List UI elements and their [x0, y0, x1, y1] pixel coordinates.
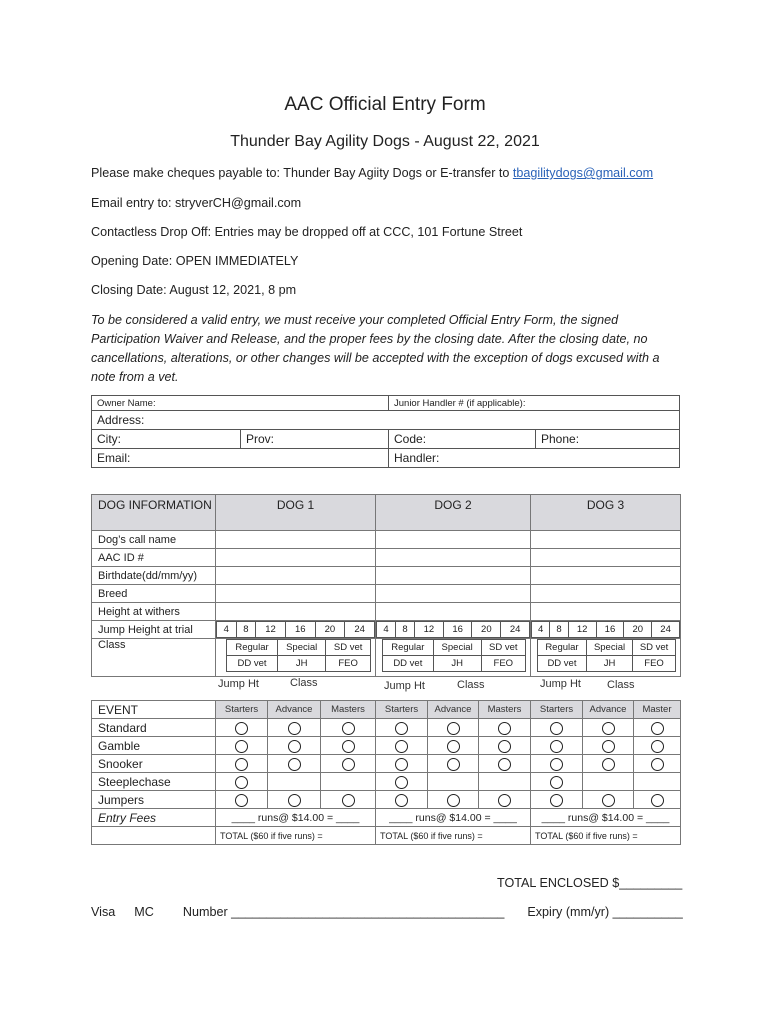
dog3-breed[interactable] [531, 585, 681, 603]
dog3-class [531, 639, 681, 677]
jump-height-option[interactable]: 12 [256, 622, 286, 638]
jump-height-option[interactable]: 20 [472, 622, 501, 638]
dog2-height[interactable] [376, 603, 531, 621]
radio-circle-icon[interactable] [550, 740, 563, 753]
row-label: AAC ID # [92, 549, 216, 567]
level-header: Advance [428, 701, 479, 719]
class-option[interactable]: JH [586, 656, 632, 672]
expiry-field[interactable]: Expiry (mm/yr) __________ [527, 905, 683, 919]
radio-circle-icon[interactable] [651, 722, 664, 735]
class-option[interactable]: JH [433, 656, 481, 672]
jump-height-option[interactable]: 8 [396, 622, 415, 638]
dog1-jump-ht-label: Jump Ht [218, 678, 259, 690]
class-option[interactable]: FEO [326, 656, 371, 672]
class-option[interactable]: Special [433, 640, 481, 656]
level-header: Master [634, 701, 681, 719]
radio-circle-icon[interactable] [395, 794, 408, 807]
card-number-field[interactable]: Number _______________________________________ [182, 905, 505, 919]
event-name: Jumpers [92, 791, 216, 809]
handler-field[interactable]: Handler: [389, 449, 680, 468]
radio-circle-icon[interactable] [498, 740, 511, 753]
cheques-text: Please make cheques payable to: Thunder Bay Agiity Dogs or E-transfer to [91, 166, 513, 180]
radio-circle-icon[interactable] [235, 794, 248, 807]
radio-circle-icon[interactable] [342, 722, 355, 735]
jump-height-option[interactable]: 16 [596, 622, 624, 638]
class-option[interactable]: SD vet [481, 640, 525, 656]
dog2-jump-heights [376, 621, 531, 639]
class-option[interactable]: SD vet [633, 640, 676, 656]
event-name: Standard [92, 719, 216, 737]
radio-circle-icon[interactable] [498, 722, 511, 735]
event-header: EVENT [92, 701, 216, 719]
radio-circle-icon[interactable] [235, 758, 248, 771]
dog2-fee-calc[interactable]: ____ runs@ $14.00 = ____ [376, 809, 531, 827]
dog3-aac-id[interactable] [531, 549, 681, 567]
dog1-header: DOG 1 [216, 495, 376, 531]
radio-circle-icon[interactable] [651, 758, 664, 771]
address-field[interactable]: Address: [92, 411, 680, 430]
dog1-fee-calc[interactable]: ____ runs@ $14.00 = ____ [216, 809, 376, 827]
dog3-height[interactable] [531, 603, 681, 621]
class-option[interactable]: Special [586, 640, 632, 656]
dog2-total[interactable]: TOTAL ($60 if five runs) = [376, 827, 531, 845]
dog1-call-name[interactable] [216, 531, 376, 549]
jump-height-option[interactable]: 16 [443, 622, 472, 638]
radio-circle-icon[interactable] [395, 758, 408, 771]
dog1-birthdate[interactable] [216, 567, 376, 585]
radio-circle-icon[interactable] [235, 722, 248, 735]
radio-circle-icon[interactable] [447, 758, 460, 771]
dog3-header: DOG 3 [531, 495, 681, 531]
empty-cell [92, 827, 216, 845]
class-option[interactable]: SD vet [326, 640, 371, 656]
level-header: Starters [531, 701, 583, 719]
event-name: Gamble [92, 737, 216, 755]
radio-circle-icon[interactable] [235, 776, 248, 789]
dog-info-table [91, 494, 681, 677]
dog3-class-label: Class [607, 679, 635, 691]
jump-height-option[interactable]: 24 [652, 622, 680, 638]
total-enclosed[interactable]: TOTAL ENCLOSED $_________ [497, 876, 683, 890]
jump-height-option[interactable]: 8 [550, 622, 568, 638]
validity-notice: To be considered a valid entry, we must receive your completed Official Entry Form, the signed Participation Waiver and Release, and the proper fees by the closing date. After the closing date, no cancellations, alterations, or other changes will be accepted with the exception of dogs excused with a note from a vet. [91, 313, 660, 384]
owner-info-table [91, 395, 680, 468]
dog-info-header: DOG INFORMATION [92, 495, 216, 531]
dog1-class [216, 639, 376, 677]
radio-circle-icon[interactable] [602, 758, 615, 771]
page-title: AAC Official Entry Form [284, 94, 486, 115]
class-option[interactable]: FEO [481, 656, 525, 672]
row-label: Class [92, 639, 216, 677]
dog3-birthdate[interactable] [531, 567, 681, 585]
radio-circle-icon[interactable] [447, 722, 460, 735]
phone-field[interactable]: Phone: [536, 430, 680, 449]
dog2-class [376, 639, 531, 677]
jump-height-option[interactable]: 12 [568, 622, 596, 638]
dog2-class-label: Class [457, 679, 485, 691]
payment-line [91, 905, 683, 919]
row-label: Birthdate(dd/mm/yy) [92, 567, 216, 585]
jump-height-option[interactable]: 20 [624, 622, 652, 638]
dog1-class-label: Class [290, 677, 318, 689]
radio-circle-icon[interactable] [550, 776, 563, 789]
closing-date-line: Closing Date: August 12, 2021, 8 pm [91, 283, 297, 297]
radio-circle-icon[interactable] [342, 794, 355, 807]
level-header: Advance [583, 701, 634, 719]
jump-height-option[interactable]: 4 [532, 622, 550, 638]
dog2-jump-ht-label: Jump Ht [384, 680, 425, 692]
dog2-aac-id[interactable] [376, 549, 531, 567]
class-option[interactable]: DD vet [227, 656, 278, 672]
class-option[interactable]: Regular [383, 640, 434, 656]
dog3-jump-ht-label: Jump Ht [540, 678, 581, 690]
dog2-call-name[interactable] [376, 531, 531, 549]
radio-circle-icon[interactable] [498, 794, 511, 807]
dog1-aac-id[interactable] [216, 549, 376, 567]
cheques-line [91, 166, 653, 180]
email-entry-line: Email entry to: stryverCH@gmail.com [91, 196, 302, 210]
page-subtitle: Thunder Bay Agility Dogs - August 22, 2021 [230, 133, 540, 150]
event-name: Steeplechase [92, 773, 216, 791]
radio-circle-icon[interactable] [550, 794, 563, 807]
owner-name-field[interactable]: Owner Name: [92, 396, 389, 411]
dog3-call-name[interactable] [531, 531, 681, 549]
class-option[interactable]: FEO [633, 656, 676, 672]
jump-height-option[interactable]: 12 [415, 622, 444, 638]
opening-date-line: Opening Date: OPEN IMMEDIATELY [91, 254, 299, 268]
radio-circle-icon[interactable] [447, 794, 460, 807]
radio-circle-icon[interactable] [288, 794, 301, 807]
class-option[interactable]: Regular [227, 640, 278, 656]
dog2-header: DOG 2 [376, 495, 531, 531]
radio-circle-icon[interactable] [447, 740, 460, 753]
class-option[interactable]: Regular [538, 640, 587, 656]
radio-circle-icon[interactable] [651, 794, 664, 807]
row-label: Dog’s call name [92, 531, 216, 549]
jump-height-option[interactable]: 8 [236, 622, 256, 638]
radio-circle-icon[interactable] [395, 740, 408, 753]
class-option[interactable]: Special [278, 640, 326, 656]
prov-field[interactable]: Prov: [241, 430, 389, 449]
dog1-total[interactable]: TOTAL ($60 if five runs) = [216, 827, 376, 845]
radio-circle-icon[interactable] [395, 776, 408, 789]
level-header: Advance [268, 701, 321, 719]
dog1-height[interactable] [216, 603, 376, 621]
level-header: Starters [216, 701, 268, 719]
radio-circle-icon[interactable] [602, 740, 615, 753]
radio-circle-icon[interactable] [498, 758, 511, 771]
dog3-total[interactable]: TOTAL ($60 if five runs) = [531, 827, 681, 845]
dog3-jump-heights [531, 621, 681, 639]
jump-height-option[interactable]: 20 [315, 622, 345, 638]
mc-option[interactable]: MC [134, 905, 154, 919]
row-label: Breed [92, 585, 216, 603]
radio-circle-icon[interactable] [550, 758, 563, 771]
level-header: Masters [479, 701, 531, 719]
row-label: Height at withers [92, 603, 216, 621]
dog2-breed[interactable] [376, 585, 531, 603]
radio-circle-icon[interactable] [602, 794, 615, 807]
radio-circle-icon[interactable] [235, 740, 248, 753]
level-header: Masters [321, 701, 376, 719]
code-field[interactable]: Code: [389, 430, 536, 449]
class-option[interactable]: JH [278, 656, 326, 672]
email-field[interactable]: Email: [92, 449, 389, 468]
dog2-birthdate[interactable] [376, 567, 531, 585]
jump-height-option[interactable]: 24 [501, 622, 530, 638]
radio-circle-icon[interactable] [288, 722, 301, 735]
events-table [91, 700, 681, 845]
jump-height-option[interactable]: 16 [285, 622, 315, 638]
radio-circle-icon[interactable] [342, 740, 355, 753]
jump-height-option[interactable]: 4 [217, 622, 237, 638]
radio-circle-icon[interactable] [550, 722, 563, 735]
radio-circle-icon[interactable] [288, 758, 301, 771]
jump-height-option[interactable]: 4 [377, 622, 396, 638]
entry-fees-label: Entry Fees [92, 809, 216, 827]
jump-height-option[interactable]: 24 [345, 622, 375, 638]
class-option[interactable]: DD vet [383, 656, 434, 672]
radio-circle-icon[interactable] [395, 722, 408, 735]
radio-circle-icon[interactable] [288, 740, 301, 753]
city-field[interactable]: City: [92, 430, 241, 449]
radio-circle-icon[interactable] [602, 722, 615, 735]
radio-circle-icon[interactable] [342, 758, 355, 771]
junior-handler-field[interactable]: Junior Handler # (if applicable): [389, 396, 680, 411]
row-label: Jump Height at trial [92, 621, 216, 639]
dog3-fee-calc[interactable]: ____ runs@ $14.00 = ____ [531, 809, 681, 827]
class-option[interactable]: DD vet [538, 656, 587, 672]
dog1-jump-heights [216, 621, 376, 639]
visa-option[interactable]: Visa [91, 905, 116, 919]
radio-circle-icon[interactable] [651, 740, 664, 753]
dog1-breed[interactable] [216, 585, 376, 603]
cheques-email-link[interactable]: tbagilitydogs@gmail.com [512, 166, 654, 180]
event-name: Snooker [92, 755, 216, 773]
dropoff-line: Contactless Drop Off: Entries may be dropped off at CCC, 101 Fortune Street [91, 225, 523, 239]
level-header: Starters [376, 701, 428, 719]
